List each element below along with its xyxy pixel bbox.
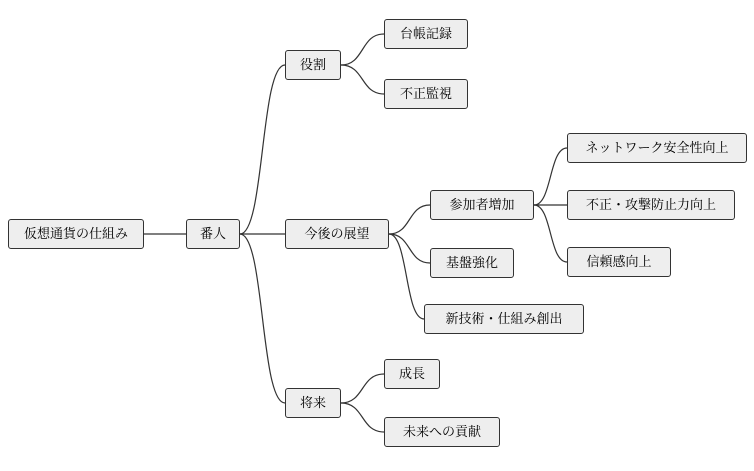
mindmap-edge-shorai-to-seicho [341, 374, 384, 403]
mindmap-node-kiban[interactable]: 基盤強化 [430, 248, 514, 278]
mindmap-node-kongo[interactable]: 今後の展望 [285, 219, 389, 249]
mindmap-edge-banjin-to-yakuwari [240, 65, 285, 234]
mindmap-node-root[interactable]: 仮想通貨の仕組み [8, 219, 144, 249]
mindmap-node-sankasha[interactable]: 参加者増加 [430, 190, 534, 220]
mindmap-node-yakuwari[interactable]: 役割 [285, 50, 341, 80]
mindmap-edge-kongo-to-shingijutsu [389, 234, 424, 319]
mindmap-node-banjin[interactable]: 番人 [186, 219, 240, 249]
mindmap-node-shingijutsu[interactable]: 新技術・仕組み創出 [424, 304, 584, 334]
mindmap-edge-kongo-to-kiban [389, 234, 430, 263]
mindmap-node-shorai[interactable]: 将来 [285, 388, 341, 418]
mindmap-edge-yakuwari-to-fusei_kanshi [341, 65, 384, 94]
mindmap-edge-banjin-to-shorai [240, 234, 285, 403]
mindmap-node-daicho[interactable]: 台帳記録 [384, 19, 468, 49]
mindmap-edge-shorai-to-mirai [341, 403, 384, 432]
mindmap-node-seicho[interactable]: 成長 [384, 359, 440, 389]
mindmap-edge-sankasha-to-shinrai [534, 205, 567, 262]
mindmap-node-shinrai[interactable]: 信頼感向上 [567, 247, 671, 277]
mindmap-edge-sankasha-to-network [534, 148, 567, 205]
mindmap-node-bogyo[interactable]: 不正・攻撃防止力向上 [567, 190, 735, 220]
mindmap-edge-kongo-to-sankasha [389, 205, 430, 234]
mindmap-node-network[interactable]: ネットワーク安全性向上 [567, 133, 747, 163]
mindmap-node-fusei_kanshi[interactable]: 不正監視 [384, 79, 468, 109]
mindmap-node-mirai[interactable]: 未来への貢献 [384, 417, 500, 447]
mindmap-edge-yakuwari-to-daicho [341, 34, 384, 65]
